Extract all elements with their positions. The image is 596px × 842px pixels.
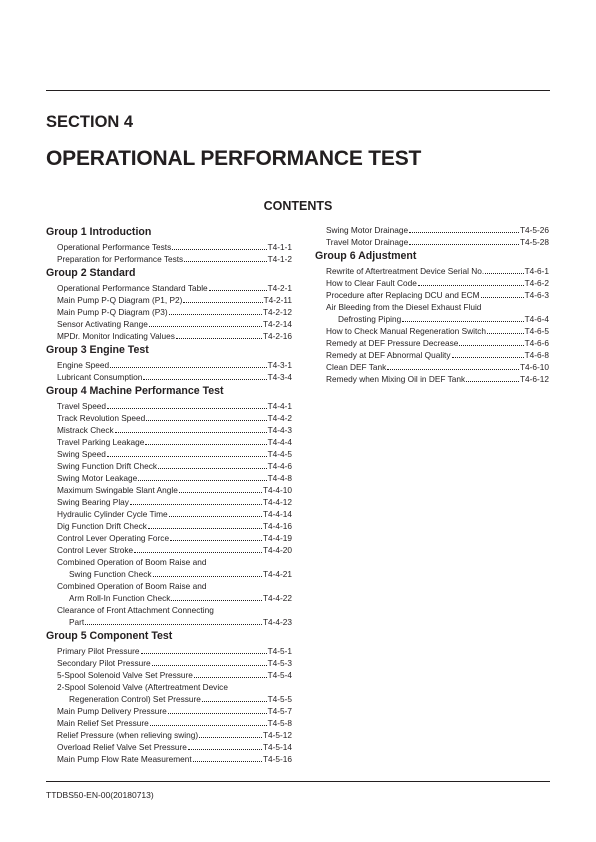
contents-heading: CONTENTS <box>263 199 333 213</box>
dot-leader <box>184 261 266 262</box>
toc-entry[interactable] <box>57 460 292 472</box>
toc-entry-label: Hydraulic Cylinder Cycle Time <box>57 509 168 519</box>
toc-entry-label: Dig Function Drift Check <box>57 521 147 531</box>
dot-leader <box>466 381 519 382</box>
toc-entry[interactable] <box>57 253 292 265</box>
dot-leader <box>153 576 262 577</box>
toc-entry[interactable] <box>57 520 292 532</box>
toc-entry-label: Main Pump P-Q Diagram (P1, P2) <box>57 295 183 305</box>
dot-leader <box>107 408 267 409</box>
toc-entry[interactable] <box>326 277 549 289</box>
toc-page-number: T4-4-4 <box>267 437 292 447</box>
toc-entry-label: Mistrack Check <box>57 425 114 435</box>
toc-page-number: T4-3-4 <box>267 372 292 382</box>
toc-page-number: T4-6-8 <box>524 350 549 360</box>
toc-entry-label: How to Check Manual Regeneration Switch <box>326 326 487 336</box>
toc-page-number: T4-4-14 <box>262 509 292 519</box>
toc-entry[interactable] <box>57 436 292 448</box>
toc-entry[interactable] <box>338 313 549 325</box>
toc-page-number: T4-4-10 <box>262 485 292 495</box>
toc-page-number: T4-2-11 <box>263 295 292 305</box>
toc-entry-heading: 2-Spool Solenoid Valve (Aftertreatment Device <box>57 682 228 692</box>
toc-entry[interactable] <box>57 282 292 294</box>
toc-entry-label: Main Relief Set Pressure <box>57 718 149 728</box>
group-title: Group 6 Adjustment <box>315 250 417 262</box>
toc-page-number: T4-6-2 <box>524 278 549 288</box>
toc-entry-label: Regeneration Control) Set Pressure <box>69 694 201 704</box>
toc-entry-label: Travel Motor Drainage <box>326 237 409 247</box>
toc-entry[interactable] <box>57 705 292 717</box>
toc-entry-label: 5-Spool Solenoid Valve Set Pressure <box>57 670 193 680</box>
toc-page-number: T4-4-16 <box>262 521 292 531</box>
toc-entry[interactable] <box>69 568 292 580</box>
toc-entry[interactable] <box>57 424 292 436</box>
toc-entry-heading: Combined Operation of Boom Raise and <box>57 581 207 591</box>
toc-entry-label: Defrosting Piping <box>338 314 402 324</box>
toc-entry-label: How to Clear Fault Code <box>326 278 417 288</box>
toc-page-number: T4-6-12 <box>519 374 549 384</box>
toc-entry-label: Control Lever Stroke <box>57 545 134 555</box>
toc-entry[interactable] <box>69 616 292 628</box>
toc-page-number: T4-4-3 <box>267 425 292 435</box>
toc-page-number: T4-4-20 <box>262 545 292 555</box>
toc-entry[interactable] <box>57 532 292 544</box>
toc-left-column <box>46 224 292 765</box>
toc-entry-label: Swing Function Check <box>69 569 152 579</box>
toc-entry[interactable] <box>57 371 292 383</box>
toc-page-number: T4-2-16 <box>262 331 292 341</box>
toc-entry[interactable] <box>57 741 292 753</box>
dot-leader <box>402 321 523 322</box>
toc-entry-label: Travel Speed <box>57 401 107 411</box>
dot-leader <box>110 367 266 368</box>
toc-page-number: T4-5-16 <box>262 754 292 764</box>
dot-leader <box>150 725 267 726</box>
toc-entry[interactable] <box>57 657 292 669</box>
toc-entry-label: Operational Performance Standard Table <box>57 283 208 293</box>
dot-leader <box>418 285 524 286</box>
dot-leader <box>158 468 267 469</box>
toc-entry-heading: Combined Operation of Boom Raise and <box>57 557 207 567</box>
dot-leader <box>387 369 519 370</box>
toc-entry[interactable] <box>326 337 549 349</box>
toc-entry[interactable] <box>57 717 292 729</box>
toc-page-number: T4-4-19 <box>262 533 292 543</box>
group-title: Group 4 Machine Performance Test <box>46 385 224 397</box>
dot-leader <box>146 420 266 421</box>
dot-leader <box>169 516 262 517</box>
dot-leader <box>134 552 262 553</box>
toc-entry-label: Control Lever Operating Force <box>57 533 170 543</box>
toc-page-number: T4-5-7 <box>267 706 292 716</box>
toc-entry-label: Main Pump Flow Rate Measurement <box>57 754 192 764</box>
dot-leader <box>194 677 267 678</box>
section-label: SECTION 4 <box>46 113 134 131</box>
toc-entry-label: Track Revolution Speed <box>57 413 146 423</box>
toc-page-number: T4-4-5 <box>267 449 292 459</box>
toc-entry-label: Swing Bearing Play <box>57 497 129 507</box>
dot-leader <box>169 314 262 315</box>
dot-leader <box>171 600 261 601</box>
toc-entry[interactable] <box>326 265 549 277</box>
toc-group-1 <box>46 224 292 265</box>
toc-entry[interactable] <box>57 508 292 520</box>
toc-group-6 <box>315 248 549 385</box>
toc-entry[interactable] <box>57 306 292 318</box>
toc-entry[interactable] <box>326 289 549 301</box>
toc-page-number: T4-6-1 <box>524 266 549 276</box>
toc-entry-label: Sensor Activating Range <box>57 319 148 329</box>
toc-page-number: T4-4-21 <box>262 569 292 579</box>
dot-leader <box>202 701 267 702</box>
toc-entry[interactable] <box>57 729 292 741</box>
dot-leader <box>145 444 266 445</box>
toc-entry[interactable] <box>57 400 292 412</box>
toc-group-3 <box>46 342 292 383</box>
toc-entry[interactable] <box>57 448 292 460</box>
toc-page-number: T4-6-4 <box>524 314 549 324</box>
dot-leader <box>452 357 524 358</box>
group-title: Group 2 Standard <box>46 267 136 279</box>
toc-group-2 <box>46 265 292 342</box>
dot-leader <box>152 665 267 666</box>
toc-page-number: T4-5-4 <box>267 670 292 680</box>
toc-entry[interactable] <box>57 359 292 371</box>
toc-entry[interactable] <box>57 484 292 496</box>
toc-entry-label: Secondary Pilot Pressure <box>57 658 151 668</box>
toc-entry-label: Operational Performance Tests <box>57 242 172 252</box>
toc-page-number: T4-5-1 <box>267 646 292 656</box>
dot-leader <box>409 232 519 233</box>
dot-leader <box>409 244 519 245</box>
toc-page-number: T4-4-23 <box>262 617 292 627</box>
toc-entry-label: Main Pump P-Q Diagram (P3) <box>57 307 168 317</box>
toc-page-number: T4-3-1 <box>267 360 292 370</box>
dot-leader <box>179 492 262 493</box>
dot-leader <box>487 333 524 334</box>
toc-entry-label: Swing Motor Drainage <box>326 225 409 235</box>
group-title: Group 1 Introduction <box>46 226 152 238</box>
toc-entry-label: Rewrite of Aftertreatment Device Serial No. <box>326 266 485 276</box>
toc-page-number: T4-6-5 <box>524 326 549 336</box>
toc-group-5 <box>46 628 292 765</box>
group-title: Group 3 Engine Test <box>46 344 149 356</box>
dot-leader <box>85 624 262 625</box>
toc-entry[interactable] <box>326 349 549 361</box>
dot-leader <box>130 504 262 505</box>
toc-entry[interactable] <box>57 645 292 657</box>
toc-entry-label: Arm Roll-In Function Check <box>69 593 171 603</box>
dot-leader <box>170 540 262 541</box>
toc-page-number: T4-4-22 <box>262 593 292 603</box>
toc-right-column <box>315 224 549 385</box>
toc-page-number: T4-5-14 <box>262 742 292 752</box>
document-code: TTDBS50-EN-00(20180713) <box>46 790 154 800</box>
toc-entry[interactable] <box>57 330 292 342</box>
toc-entry-label: Primary Pilot Pressure <box>57 646 140 656</box>
top-rule <box>46 90 550 91</box>
toc-entry[interactable] <box>326 325 549 337</box>
toc-entry-label: Overload Relief Valve Set Pressure <box>57 742 187 752</box>
dot-leader <box>172 249 266 250</box>
toc-entry-label: Part <box>69 617 85 627</box>
toc-page-number: T4-2-14 <box>262 319 292 329</box>
toc-page-number: T4-5-3 <box>267 658 292 668</box>
dot-leader <box>149 326 262 327</box>
group-title: Group 5 Component Test <box>46 630 173 642</box>
toc-entry-label: Travel Parking Leakage <box>57 437 145 447</box>
dot-leader <box>143 379 266 380</box>
toc-entry-label: Swing Function Drift Check <box>57 461 158 471</box>
toc-entry[interactable] <box>57 544 292 556</box>
toc-entry-label: Remedy at DEF Pressure Decrease <box>326 338 459 348</box>
toc-entry[interactable] <box>326 361 549 373</box>
toc-entry-label: Relief Pressure (when relieving swing) <box>57 730 199 740</box>
bottom-rule <box>46 781 550 782</box>
toc-entry-label: Main Pump Delivery Pressure <box>57 706 167 716</box>
toc-entry-heading: Air Bleeding from the Diesel Exhaust Fluid <box>326 302 482 312</box>
toc-entry[interactable] <box>69 592 292 604</box>
dot-leader <box>481 297 524 298</box>
toc-page-number: T4-5-5 <box>267 694 292 704</box>
toc-page-number: T4-5-12 <box>262 730 292 740</box>
toc-entry[interactable] <box>57 753 292 765</box>
toc-entry[interactable] <box>57 294 292 306</box>
dot-leader <box>209 290 267 291</box>
dot-leader <box>115 432 267 433</box>
toc-page-number: T4-6-3 <box>524 290 549 300</box>
toc-entry-label: Swing Speed <box>57 449 106 459</box>
toc-entry-label: Preparation for Performance Tests <box>57 254 184 264</box>
dot-leader <box>168 713 267 714</box>
toc-page-number: T4-4-8 <box>267 473 292 483</box>
toc-page-number: T4-4-6 <box>267 461 292 471</box>
dot-leader <box>138 480 266 481</box>
toc-entry-label: MPDr. Monitor Indicating Values <box>57 331 175 341</box>
dot-leader <box>107 456 267 457</box>
dot-leader <box>183 302 262 303</box>
toc-page-number: T4-1-2 <box>267 254 292 264</box>
toc-page-number: T4-4-12 <box>262 497 292 507</box>
toc-group-4 <box>46 383 292 628</box>
dot-leader <box>485 273 523 274</box>
toc-page-number: T4-2-12 <box>262 307 292 317</box>
toc-entry[interactable] <box>69 693 292 705</box>
toc-entry[interactable] <box>326 236 549 248</box>
toc-entry-heading: Clearance of Front Attachment Connecting <box>57 605 214 615</box>
toc-entry-label: Remedy at DEF Abnormal Quality <box>326 350 451 360</box>
toc-entry[interactable] <box>57 412 292 424</box>
toc-entry[interactable] <box>326 373 549 385</box>
dot-leader <box>193 761 262 762</box>
toc-entry[interactable] <box>57 669 292 681</box>
toc-entry[interactable] <box>326 224 549 236</box>
toc-page-number: T4-5-8 <box>267 718 292 728</box>
toc-entry-label: Remedy when Mixing Oil in DEF Tank <box>326 374 466 384</box>
dot-leader <box>188 749 262 750</box>
dot-leader <box>141 653 267 654</box>
toc-entry[interactable] <box>57 472 292 484</box>
toc-entry[interactable] <box>57 318 292 330</box>
toc-entry-label: Procedure after Replacing DCU and ECM <box>326 290 480 300</box>
toc-entry-label: Maximum Swingable Slant Angle <box>57 485 178 495</box>
toc-entry-label: Swing Motor Leakage <box>57 473 138 483</box>
page-title: OPERATIONAL PERFORMANCE TEST <box>46 147 422 170</box>
toc-page-number: T4-4-1 <box>267 401 292 411</box>
toc-page-number: T4-1-1 <box>267 242 292 252</box>
toc-page-number: T4-5-26 <box>519 225 549 235</box>
toc-entry[interactable] <box>57 496 292 508</box>
toc-page-number: T4-5-28 <box>519 237 549 247</box>
toc-entry-label: Engine Speed <box>57 360 110 370</box>
toc-entry-label: Clean DEF Tank <box>326 362 387 372</box>
toc-page-number: T4-2-1 <box>267 283 292 293</box>
dot-leader <box>148 528 262 529</box>
dot-leader <box>199 737 262 738</box>
dot-leader <box>176 338 262 339</box>
toc-page-number: T4-6-6 <box>524 338 549 348</box>
toc-page-number: T4-6-10 <box>519 362 549 372</box>
toc-entry[interactable] <box>57 241 292 253</box>
toc-entry-label: Lubricant Consumption <box>57 372 143 382</box>
toc-page-number: T4-4-2 <box>267 413 292 423</box>
dot-leader <box>459 345 523 346</box>
